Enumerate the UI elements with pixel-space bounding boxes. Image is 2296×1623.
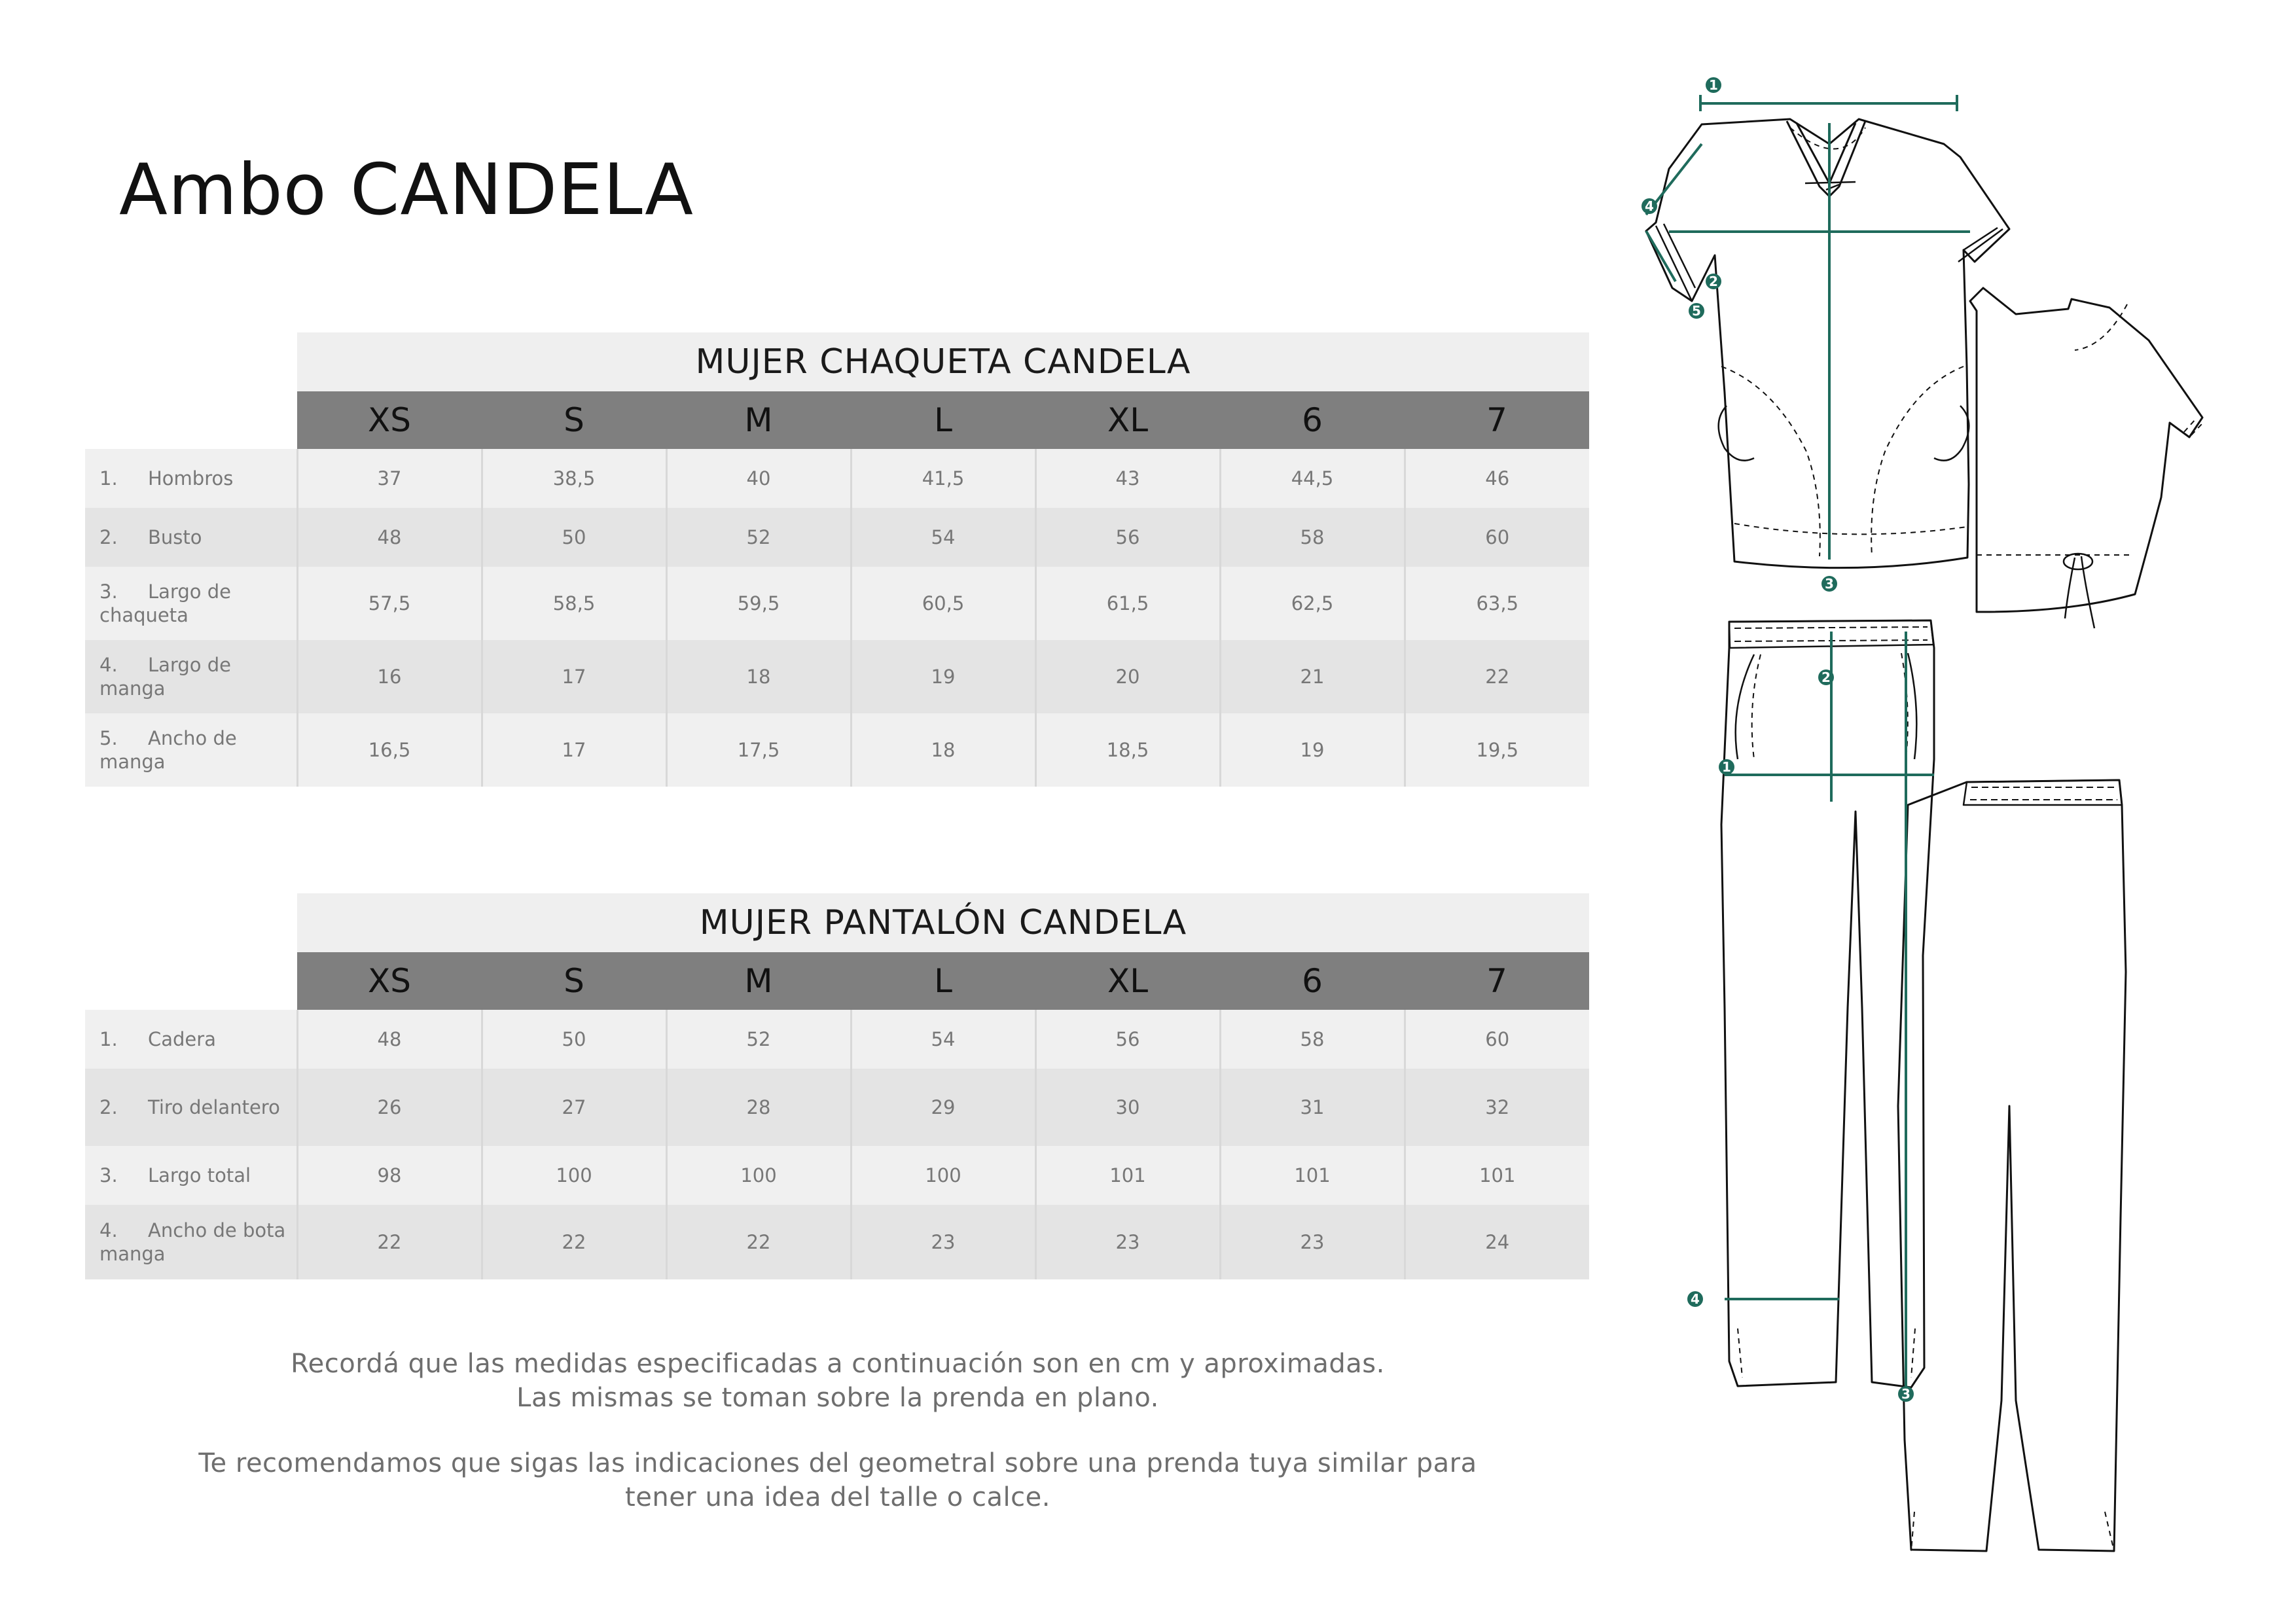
table-cell: 31 bbox=[1220, 1069, 1405, 1146]
table-row bbox=[85, 508, 1589, 567]
table-cell: 20 bbox=[1035, 640, 1220, 713]
table-cell: 58,5 bbox=[482, 567, 666, 640]
table-cell: 60,5 bbox=[851, 567, 1035, 640]
row-label: 4. Ancho de bota manga bbox=[85, 1205, 297, 1279]
table-cell: 17 bbox=[482, 713, 666, 787]
table-row bbox=[85, 449, 1589, 508]
table-cell: 52 bbox=[666, 508, 851, 567]
marker-4-icon bbox=[1641, 198, 1657, 214]
svg-text:2: 2 bbox=[1821, 669, 1831, 685]
row-label: 2. Tiro delantero bbox=[85, 1069, 297, 1146]
table-cell: 58 bbox=[1220, 508, 1405, 567]
svg-text:1: 1 bbox=[1709, 77, 1718, 93]
table-cell: 62,5 bbox=[1220, 567, 1405, 640]
table-cell: 19 bbox=[851, 640, 1035, 713]
table-cell: 16 bbox=[297, 640, 482, 713]
svg-text:3: 3 bbox=[1825, 576, 1834, 592]
table-cell: 23 bbox=[1220, 1205, 1405, 1279]
svg-text:2: 2 bbox=[1709, 274, 1718, 289]
table-cell: 19 bbox=[1220, 713, 1405, 787]
table-cell: 52 bbox=[666, 1010, 851, 1069]
table-cell: 23 bbox=[851, 1205, 1035, 1279]
table-cell: 54 bbox=[851, 508, 1035, 567]
size-header: XL bbox=[1035, 391, 1220, 449]
table-cell: 19,5 bbox=[1405, 713, 1589, 787]
pants-back-outline bbox=[1898, 780, 2126, 1551]
row-label: 3. Largo total bbox=[85, 1146, 297, 1205]
table-row bbox=[85, 640, 1589, 713]
table-cell: 21 bbox=[1220, 640, 1405, 713]
table-row bbox=[85, 1205, 1589, 1279]
marker-1-icon bbox=[1706, 77, 1721, 93]
measurement-note bbox=[85, 1347, 1590, 1415]
table-cell: 100 bbox=[482, 1146, 666, 1205]
measurement-lines bbox=[1646, 95, 1970, 1387]
table-cell: 29 bbox=[851, 1069, 1035, 1146]
table-cell: 26 bbox=[297, 1069, 482, 1146]
row-label: 1. Cadera bbox=[85, 1010, 297, 1069]
pants-table-caption: MUJER PANTALÓN CANDELA bbox=[297, 893, 1589, 952]
table-cell: 98 bbox=[297, 1146, 482, 1205]
table-cell: 50 bbox=[482, 1010, 666, 1069]
size-header: XL bbox=[1035, 952, 1220, 1010]
svg-text:1: 1 bbox=[1722, 759, 1731, 775]
jacket-front-neckline bbox=[1787, 121, 1865, 196]
table-row bbox=[85, 1010, 1589, 1069]
size-header: M bbox=[666, 952, 851, 1010]
marker-5-icon bbox=[1689, 303, 1704, 319]
table-cell: 22 bbox=[1405, 640, 1589, 713]
table-cell: 22 bbox=[482, 1205, 666, 1279]
size-header: S bbox=[482, 391, 666, 449]
jacket-table-caption: MUJER CHAQUETA CANDELA bbox=[297, 332, 1589, 391]
size-header: 6 bbox=[1220, 952, 1405, 1010]
note-line: Recordá que las medidas especificadas a continuación son en cm y aproximadas. bbox=[291, 1349, 1385, 1379]
table-cell: 23 bbox=[1035, 1205, 1220, 1279]
page-title: Ambo CANDELA bbox=[119, 149, 694, 231]
table-row bbox=[85, 1069, 1589, 1146]
marker-3-icon bbox=[1898, 1386, 1914, 1402]
garment-technical-drawing bbox=[1558, 65, 2284, 1584]
pants-size-table bbox=[85, 893, 1589, 1279]
jacket-back-outline bbox=[1970, 288, 2202, 612]
size-header: M bbox=[666, 391, 851, 449]
table-cell: 48 bbox=[297, 1010, 482, 1069]
marker-4-icon bbox=[1687, 1291, 1703, 1307]
table-cell: 40 bbox=[666, 449, 851, 508]
svg-text:3: 3 bbox=[1901, 1386, 1910, 1402]
table-cell: 27 bbox=[482, 1069, 666, 1146]
table-cell: 32 bbox=[1405, 1069, 1589, 1146]
table-cell: 37 bbox=[297, 449, 482, 508]
table-cell: 56 bbox=[1035, 508, 1220, 567]
table-cell: 17,5 bbox=[666, 713, 851, 787]
table-cell: 59,5 bbox=[666, 567, 851, 640]
table-cell: 22 bbox=[297, 1205, 482, 1279]
size-header: S bbox=[482, 952, 666, 1010]
row-label: 3. Largo de chaqueta bbox=[85, 567, 297, 640]
table-cell: 48 bbox=[297, 508, 482, 567]
table-cell: 43 bbox=[1035, 449, 1220, 508]
table-cell: 28 bbox=[666, 1069, 851, 1146]
table-cell: 24 bbox=[1405, 1205, 1589, 1279]
size-header: L bbox=[851, 391, 1035, 449]
table-cell: 100 bbox=[851, 1146, 1035, 1205]
table-cell: 18 bbox=[666, 640, 851, 713]
table-cell: 16,5 bbox=[297, 713, 482, 787]
marker-1-icon bbox=[1719, 759, 1734, 775]
table-cell: 46 bbox=[1405, 449, 1589, 508]
table-row bbox=[85, 713, 1589, 787]
svg-text:5: 5 bbox=[1692, 303, 1701, 319]
marker-3-icon bbox=[1821, 576, 1837, 592]
table-cell: 57,5 bbox=[297, 567, 482, 640]
svg-text:4: 4 bbox=[1645, 198, 1654, 214]
row-label: 2. Busto bbox=[85, 508, 297, 567]
row-label: 4. Largo de manga bbox=[85, 640, 297, 713]
marker-2-icon bbox=[1818, 669, 1834, 685]
table-cell: 63,5 bbox=[1405, 567, 1589, 640]
table-cell: 101 bbox=[1405, 1146, 1589, 1205]
size-header: XS bbox=[297, 391, 482, 449]
table-cell: 18 bbox=[851, 713, 1035, 787]
recommendation-note bbox=[85, 1446, 1590, 1514]
size-header: XS bbox=[297, 952, 482, 1010]
table-cell: 50 bbox=[482, 508, 666, 567]
size-header: 6 bbox=[1220, 391, 1405, 449]
table-cell: 61,5 bbox=[1035, 567, 1220, 640]
size-header: 7 bbox=[1405, 391, 1589, 449]
note-line: tener una idea del talle o calce. bbox=[625, 1482, 1050, 1512]
marker-2-icon bbox=[1706, 274, 1721, 289]
jacket-front-outline bbox=[1646, 119, 2009, 568]
note-line: Las mismas se toman sobre la prenda en plano. bbox=[516, 1383, 1159, 1413]
table-cell: 60 bbox=[1405, 508, 1589, 567]
table-cell: 56 bbox=[1035, 1010, 1220, 1069]
table-cell: 101 bbox=[1220, 1146, 1405, 1205]
table-cell: 41,5 bbox=[851, 449, 1035, 508]
svg-text:4: 4 bbox=[1691, 1291, 1700, 1307]
table-row bbox=[85, 1146, 1589, 1205]
table-cell: 38,5 bbox=[482, 449, 666, 508]
row-label: 5. Ancho de manga bbox=[85, 713, 297, 787]
table-cell: 22 bbox=[666, 1205, 851, 1279]
table-cell: 100 bbox=[666, 1146, 851, 1205]
size-header: L bbox=[851, 952, 1035, 1010]
note-line: Te recomendamos que sigas las indicaciones del geometral sobre una prenda tuya similar para bbox=[198, 1448, 1477, 1478]
table-cell: 30 bbox=[1035, 1069, 1220, 1146]
table-cell: 17 bbox=[482, 640, 666, 713]
table-cell: 58 bbox=[1220, 1010, 1405, 1069]
table-row bbox=[85, 567, 1589, 640]
measurement-markers bbox=[1641, 77, 1914, 1402]
table-cell: 60 bbox=[1405, 1010, 1589, 1069]
table-cell: 54 bbox=[851, 1010, 1035, 1069]
table-cell: 18,5 bbox=[1035, 713, 1220, 787]
table-cell: 101 bbox=[1035, 1146, 1220, 1205]
jacket-size-table bbox=[85, 332, 1589, 787]
row-label: 1. Hombros bbox=[85, 449, 297, 508]
size-header: 7 bbox=[1405, 952, 1589, 1010]
table-cell: 44,5 bbox=[1220, 449, 1405, 508]
